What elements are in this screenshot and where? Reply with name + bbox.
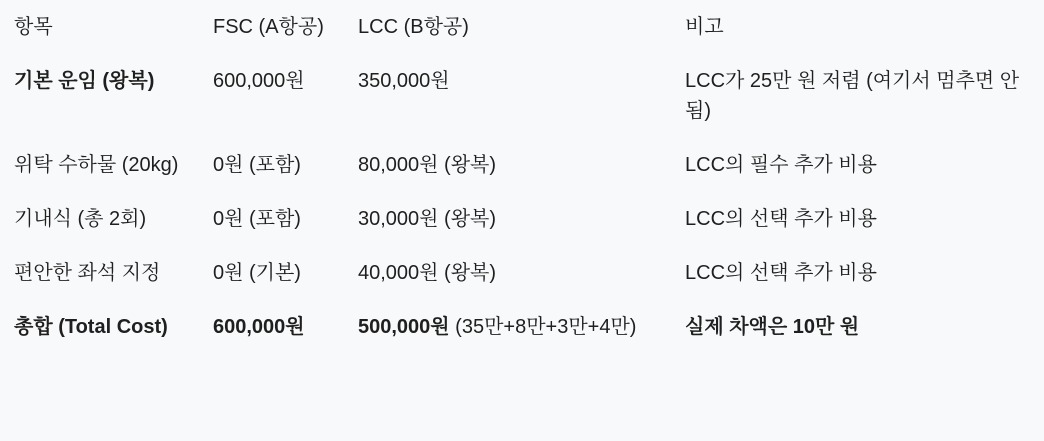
column-header-note: 비고	[685, 16, 724, 38]
cell-lcc	[358, 192, 685, 246]
column-header-lcc: LCC (B항공)	[358, 16, 469, 38]
table-row	[14, 300, 1044, 354]
cell-item	[14, 54, 213, 138]
cell-lcc	[358, 300, 685, 354]
cell-text: 600,000원	[213, 70, 305, 92]
column-header-fsc: FSC (A항공)	[213, 16, 324, 38]
table-row	[14, 54, 1044, 138]
table-row	[14, 138, 1044, 192]
cell-text: 위탁 수하물 (20kg)	[14, 154, 179, 176]
cell-suffix-text: (35만+8만+3만+4만)	[449, 316, 637, 338]
cell-text: 실제 차액은 10만 원	[685, 316, 860, 338]
cell-fsc	[213, 246, 358, 300]
cell-text: 600,000원	[213, 316, 305, 338]
cell-fsc	[213, 300, 358, 354]
fare-comparison-table	[14, 0, 1044, 354]
cell-note	[685, 138, 1044, 192]
cell-fsc	[213, 192, 358, 246]
cell-item	[14, 300, 213, 354]
cell-text: LCC가 25만 원 저렴 (여기서 멈추면 안 됨)	[685, 70, 1020, 122]
cell-note	[685, 300, 1044, 354]
cell-text: 0원 (포함)	[213, 208, 301, 230]
cell-fsc	[213, 54, 358, 138]
cell-note	[685, 246, 1044, 300]
table-row	[14, 192, 1044, 246]
cell-text: 기본 운임 (왕복)	[14, 70, 155, 92]
cell-item	[14, 138, 213, 192]
cell-text: 350,000원	[358, 70, 450, 92]
table-row	[14, 246, 1044, 300]
cell-lcc	[358, 246, 685, 300]
cell-text: 30,000원 (왕복)	[358, 208, 497, 230]
cell-text: LCC의 선택 추가 비용	[685, 262, 877, 284]
cell-lcc	[358, 138, 685, 192]
cell-text: 0원 (포함)	[213, 154, 301, 176]
cell-text: 80,000원 (왕복)	[358, 154, 497, 176]
cell-text: 40,000원 (왕복)	[358, 262, 497, 284]
cell-note	[685, 192, 1044, 246]
column-header-item: 항목	[14, 16, 53, 38]
cell-lcc	[358, 54, 685, 138]
cell-text: LCC의 선택 추가 비용	[685, 208, 877, 230]
cell-text: LCC의 필수 추가 비용	[685, 154, 877, 176]
cell-text: 편안한 좌석 지정	[14, 262, 161, 284]
cell-fsc	[213, 138, 358, 192]
cell-item	[14, 192, 213, 246]
cell-text: 500,000원	[358, 316, 450, 338]
cell-text: 0원 (기본)	[213, 262, 301, 284]
table-header-row	[14, 0, 1044, 54]
cell-text: 총합 (Total Cost)	[14, 316, 168, 338]
cell-note	[685, 54, 1044, 138]
cell-text: 기내식 (총 2회)	[14, 208, 147, 230]
cell-item	[14, 246, 213, 300]
